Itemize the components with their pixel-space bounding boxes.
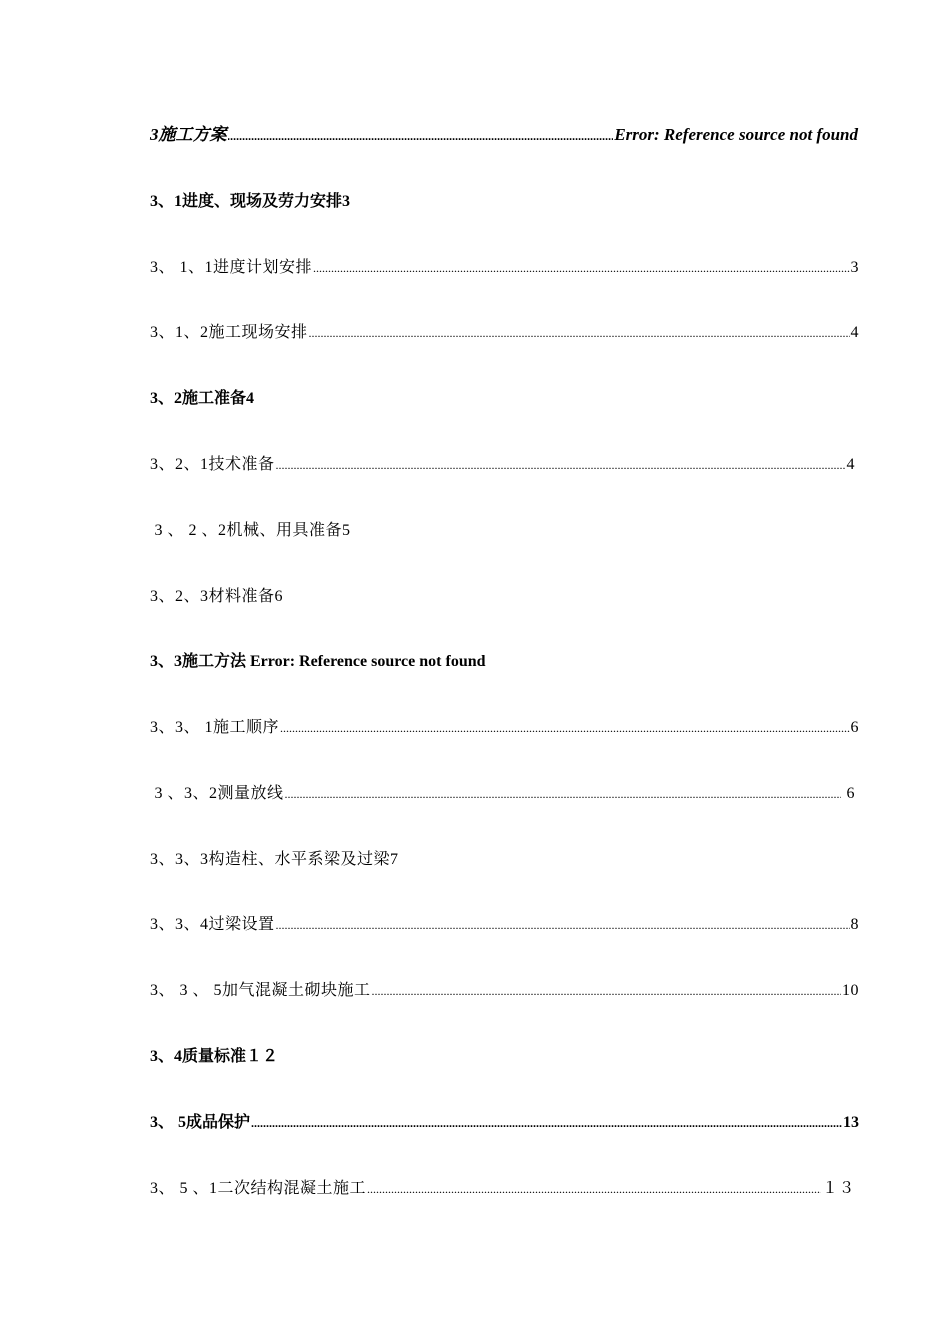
toc-label: 3、4质量标准１２	[150, 1048, 279, 1065]
toc-page: 6	[842, 785, 855, 802]
toc-label: 3 、 2 、2机械、用具准备5	[150, 522, 351, 539]
toc-entry-construction-plan[interactable]	[150, 124, 858, 147]
toc-leader	[285, 783, 841, 805]
toc-label: 3、 3 、 5加气混凝土砌块施工	[150, 982, 371, 999]
toc-label: 3 、3、2测量放线	[150, 785, 284, 802]
toc-page: Error: Reference source not found	[614, 125, 858, 144]
toc-entry-product-protection[interactable]	[150, 1112, 859, 1134]
toc-label: 3施工方案	[150, 125, 227, 144]
toc-label: 3、1、2施工现场安排	[150, 324, 308, 341]
toc-label: 3、 5 、1二次结构混凝土施工	[150, 1180, 367, 1197]
toc-entry-secondary-concrete[interactable]	[150, 1178, 855, 1200]
toc-entry-site-arrangement[interactable]	[150, 322, 859, 344]
toc-page: 3	[850, 259, 859, 276]
toc-page: 4	[850, 324, 859, 341]
toc-label: 3、3施工方法 Error: Reference source not found	[150, 653, 486, 670]
toc-entry-technical-preparation[interactable]	[150, 454, 855, 476]
toc-label: 3、2、3材料准备6	[150, 588, 284, 605]
toc-entry-machinery-tools[interactable]	[150, 520, 351, 542]
toc-label: 3、3、 1施工顺序	[150, 719, 280, 736]
toc-label: 3、3、4过梁设置	[150, 916, 275, 933]
toc-label: 3、1进度、现场及劳力安排3	[150, 193, 351, 210]
toc-entry-construction-sequence[interactable]	[150, 717, 859, 739]
toc-label: 3、 5成品保护	[150, 1114, 251, 1131]
toc-entry-surveying[interactable]	[150, 783, 855, 805]
toc-entry-schedule-plan[interactable]	[150, 257, 859, 279]
toc-leader	[276, 454, 846, 476]
toc-page: 4	[846, 456, 855, 473]
toc-label: 3、2施工准备4	[150, 390, 255, 407]
toc-entry-quality-standard[interactable]	[150, 1046, 278, 1068]
toc-leader	[313, 257, 849, 279]
toc-entry-aerated-block[interactable]	[150, 980, 859, 1002]
toc-label: 3、3、3构造柱、水平系梁及过梁7	[150, 851, 399, 868]
toc-leader	[367, 1178, 821, 1200]
toc-page: 6	[850, 719, 859, 736]
toc-leader	[276, 914, 850, 936]
toc-entry-schedule-site-labor[interactable]	[150, 191, 350, 213]
toc-page: 10	[842, 982, 859, 999]
toc-leader	[251, 1112, 842, 1134]
toc-entry-columns-beams[interactable]	[150, 849, 399, 871]
toc-entry-lintel-setting[interactable]	[150, 914, 859, 936]
toc-page: 13	[843, 1114, 859, 1131]
toc-page: １３	[821, 1180, 855, 1197]
toc-leader	[280, 717, 849, 739]
toc-leader	[228, 125, 614, 147]
toc-entry-materials[interactable]	[150, 586, 283, 608]
toc-label: 3、 1、1进度计划安排	[150, 259, 313, 276]
toc-entry-preparation[interactable]	[150, 388, 254, 410]
toc-leader	[309, 322, 850, 344]
toc-entry-construction-method[interactable]	[150, 651, 486, 673]
toc-leader	[372, 980, 841, 1002]
toc-label: 3、2、1技术准备	[150, 456, 275, 473]
toc-page: 8	[850, 916, 859, 933]
